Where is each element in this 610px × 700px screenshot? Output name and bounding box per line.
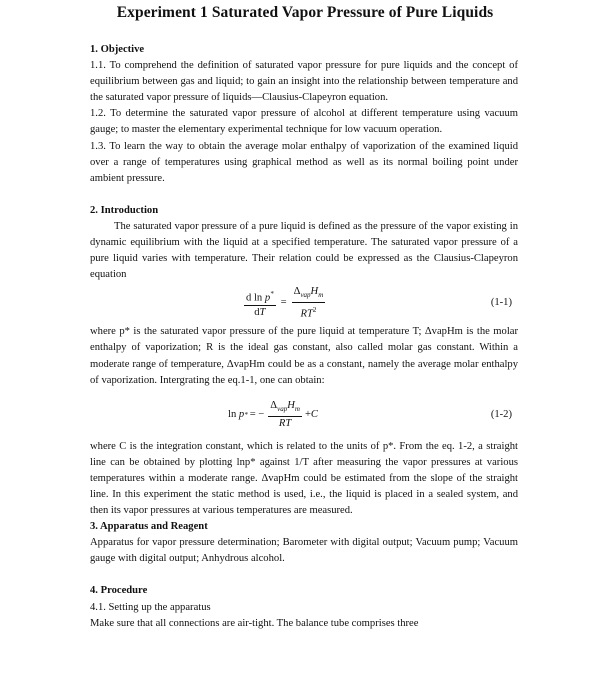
apparatus-paragraph: Apparatus for vapor pressure determination; Barometer with digital output; Vacuum pump; Vacuum gauge with digital output; Anhydrous alcohol. (90, 537, 518, 565)
equation-1-1: $\frac{d \ln p^*}{dT}$ = $\frac{\Delta_{vap}H_m}{RT^2}$ (1-1) (246, 286, 512, 320)
introduction-paragraph-2: where p* is the saturated vapor pressure of the pure liquid at temperature T; ΔvapHm is the molar enthalpy of vaporization; R is the ideal gas constant, also called molar gas constant. Within a moderate range of temperature, ΔvapHm could be as a constant, namely the average molar enthalpy of vaporization. Intergrating the eq.1-1, one can obtain: (90, 326, 518, 386)
equation-1-2-number: (1-2) (490, 408, 512, 420)
procedure-step-4-1: 4.1. Setting up the apparatus (90, 601, 211, 613)
introduction-paragraph-3: where C is the integration constant, which is related to the units of p*. From the eq. 1-2, a straight line can be obtained by plotting lnp* against 1/T after measuring the vapor pressures at various temperatures within a moderate range. ΔvapHm could be estimated from the slope of the straight line. In this experiment the static method is used, i.e., the liquid is placed in a sealed system, and then its vapor pressures at various temperatures are measured. (90, 440, 518, 517)
equation-1-2-fraction: $\frac{\Delta_{vap}H_m}{RT}$ (270, 399, 300, 429)
equation-1-1-rhs: $\frac{\Delta_{vap}H_m}{RT^2}$ (293, 286, 324, 320)
equation-1-2: ln p * = − $\frac{\Delta_{vap}H_m}{RT}$ + C (1-2) (228, 399, 512, 429)
objective-heading: 1. Objective (90, 44, 145, 55)
apparatus-heading: 3. Apparatus and Reagent (90, 521, 208, 533)
introduction-heading: 2. Introduction (90, 204, 159, 216)
page-title: Experiment 1 Saturated Vapor Pressure of Pure Liquids (116, 4, 494, 21)
equation-1-1-number: (1-1) (490, 297, 512, 309)
procedure-paragraph: Make sure that all connections are air-tight. The balance tube comprises three (90, 617, 419, 629)
introduction-paragraph-1: The saturated vapor pressure of a pure liquid is defined as the pressure of the vapor existing in dynamic equilibrium with the liquid at a specified temperature. The saturated vapor pressure of a pure liquid varies with temperature. Their relation could be expressed as the Clausius-Clapeyron equation (90, 220, 518, 281)
document-body (90, 42, 518, 632)
procedure-heading: 4. Procedure (90, 585, 148, 597)
objective-item-3: 1.3. To learn the way to obtain the average molar enthalpy of vaporization of the examined liquid over a range of temperatures using graphical method as well as its normal boiling point under ambient pressure. (90, 140, 518, 184)
objective-item-1: 1.1. To comprehend the definition of saturated vapor pressure for pure liquids and the concept of equilibrium between gas and liquid; to gain an insight into the relationship between temperature and the saturated vapor pressure of liquids—Clausius-Clapeyron equation. (90, 60, 518, 104)
equation-1-1-lhs: $\frac{d \ln p^*}{dT}$ (244, 287, 276, 321)
objective-item-2: 1.2. To determine the saturated vapor pressure of alcohol at different temperature using vacuum gauge; to master the elementary experimental technique for low vacuum operation. (90, 108, 518, 136)
